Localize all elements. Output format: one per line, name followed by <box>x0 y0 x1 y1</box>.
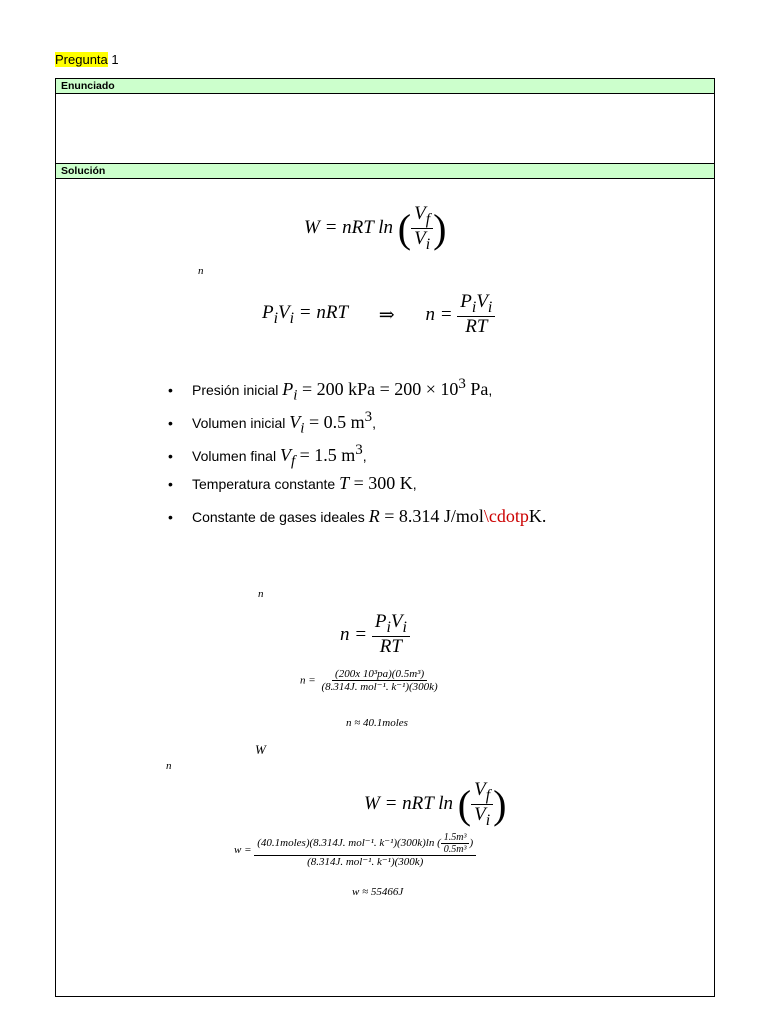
work-equation-2: W = nRT ln ( $\frac{V_f}{V_i}$ ) <box>364 779 507 829</box>
variable-W: W <box>255 742 266 757</box>
w-calculation: w = (40.1moles)(8.314J. mol⁻¹. k⁻¹)(300k)ln ( $\frac{\text{1.5m³}}{\text{0.5m³}}$ ) (8.314J. mol⁻¹. k⁻¹)(300k) <box>234 832 476 868</box>
list-item: • Volumen final $V_f = 1.5$ $m^3$, <box>168 442 367 470</box>
work-equation: W = nRT ln ( $\frac{V_f}{V_i}$ ) <box>304 203 447 253</box>
variable-n-1: n <box>198 265 204 277</box>
question-number: 1 <box>111 52 119 67</box>
list-item: • Constante de gases ideales R = 8.314 J/mol\cdotpK. <box>168 506 547 526</box>
list-item: • Volumen inicial $V_i = 0.5$ $m^3$, <box>168 409 376 437</box>
n-calculation: n = $\frac{\text{(200x 10³pa)(0.5m³)}}{\text{(8.314J. mol⁻¹. k⁻¹)(300k)}}$ <box>300 668 438 694</box>
w-result: w ≈ 55466J <box>352 886 404 898</box>
n-formula: n = $\frac{P_iV_i}{RT}$ <box>340 612 410 658</box>
question-label: Pregunta <box>55 52 108 67</box>
statement-header <box>55 78 715 94</box>
solution-header <box>55 163 715 179</box>
ideal-gas-equation: $P_iV_i$ = nRT ⇒ n = $\frac{P_iV_i}{RT}$ <box>262 292 495 338</box>
given-data-list <box>168 368 546 533</box>
question-heading <box>55 52 119 67</box>
statement-box <box>55 94 715 164</box>
statement-label: Enunciado <box>61 80 115 92</box>
n-result: n ≈ 40.1moles <box>346 717 408 729</box>
list-item: • Presión inicial $P_i = 200$ kPa = $200 \times 10^3$ Pa, <box>168 376 493 404</box>
solution-label: Solución <box>61 165 106 177</box>
list-item: • Temperatura constante T = 300 K, <box>168 473 417 493</box>
variable-n-2: n <box>258 588 264 600</box>
variable-n-3: n <box>166 760 172 772</box>
